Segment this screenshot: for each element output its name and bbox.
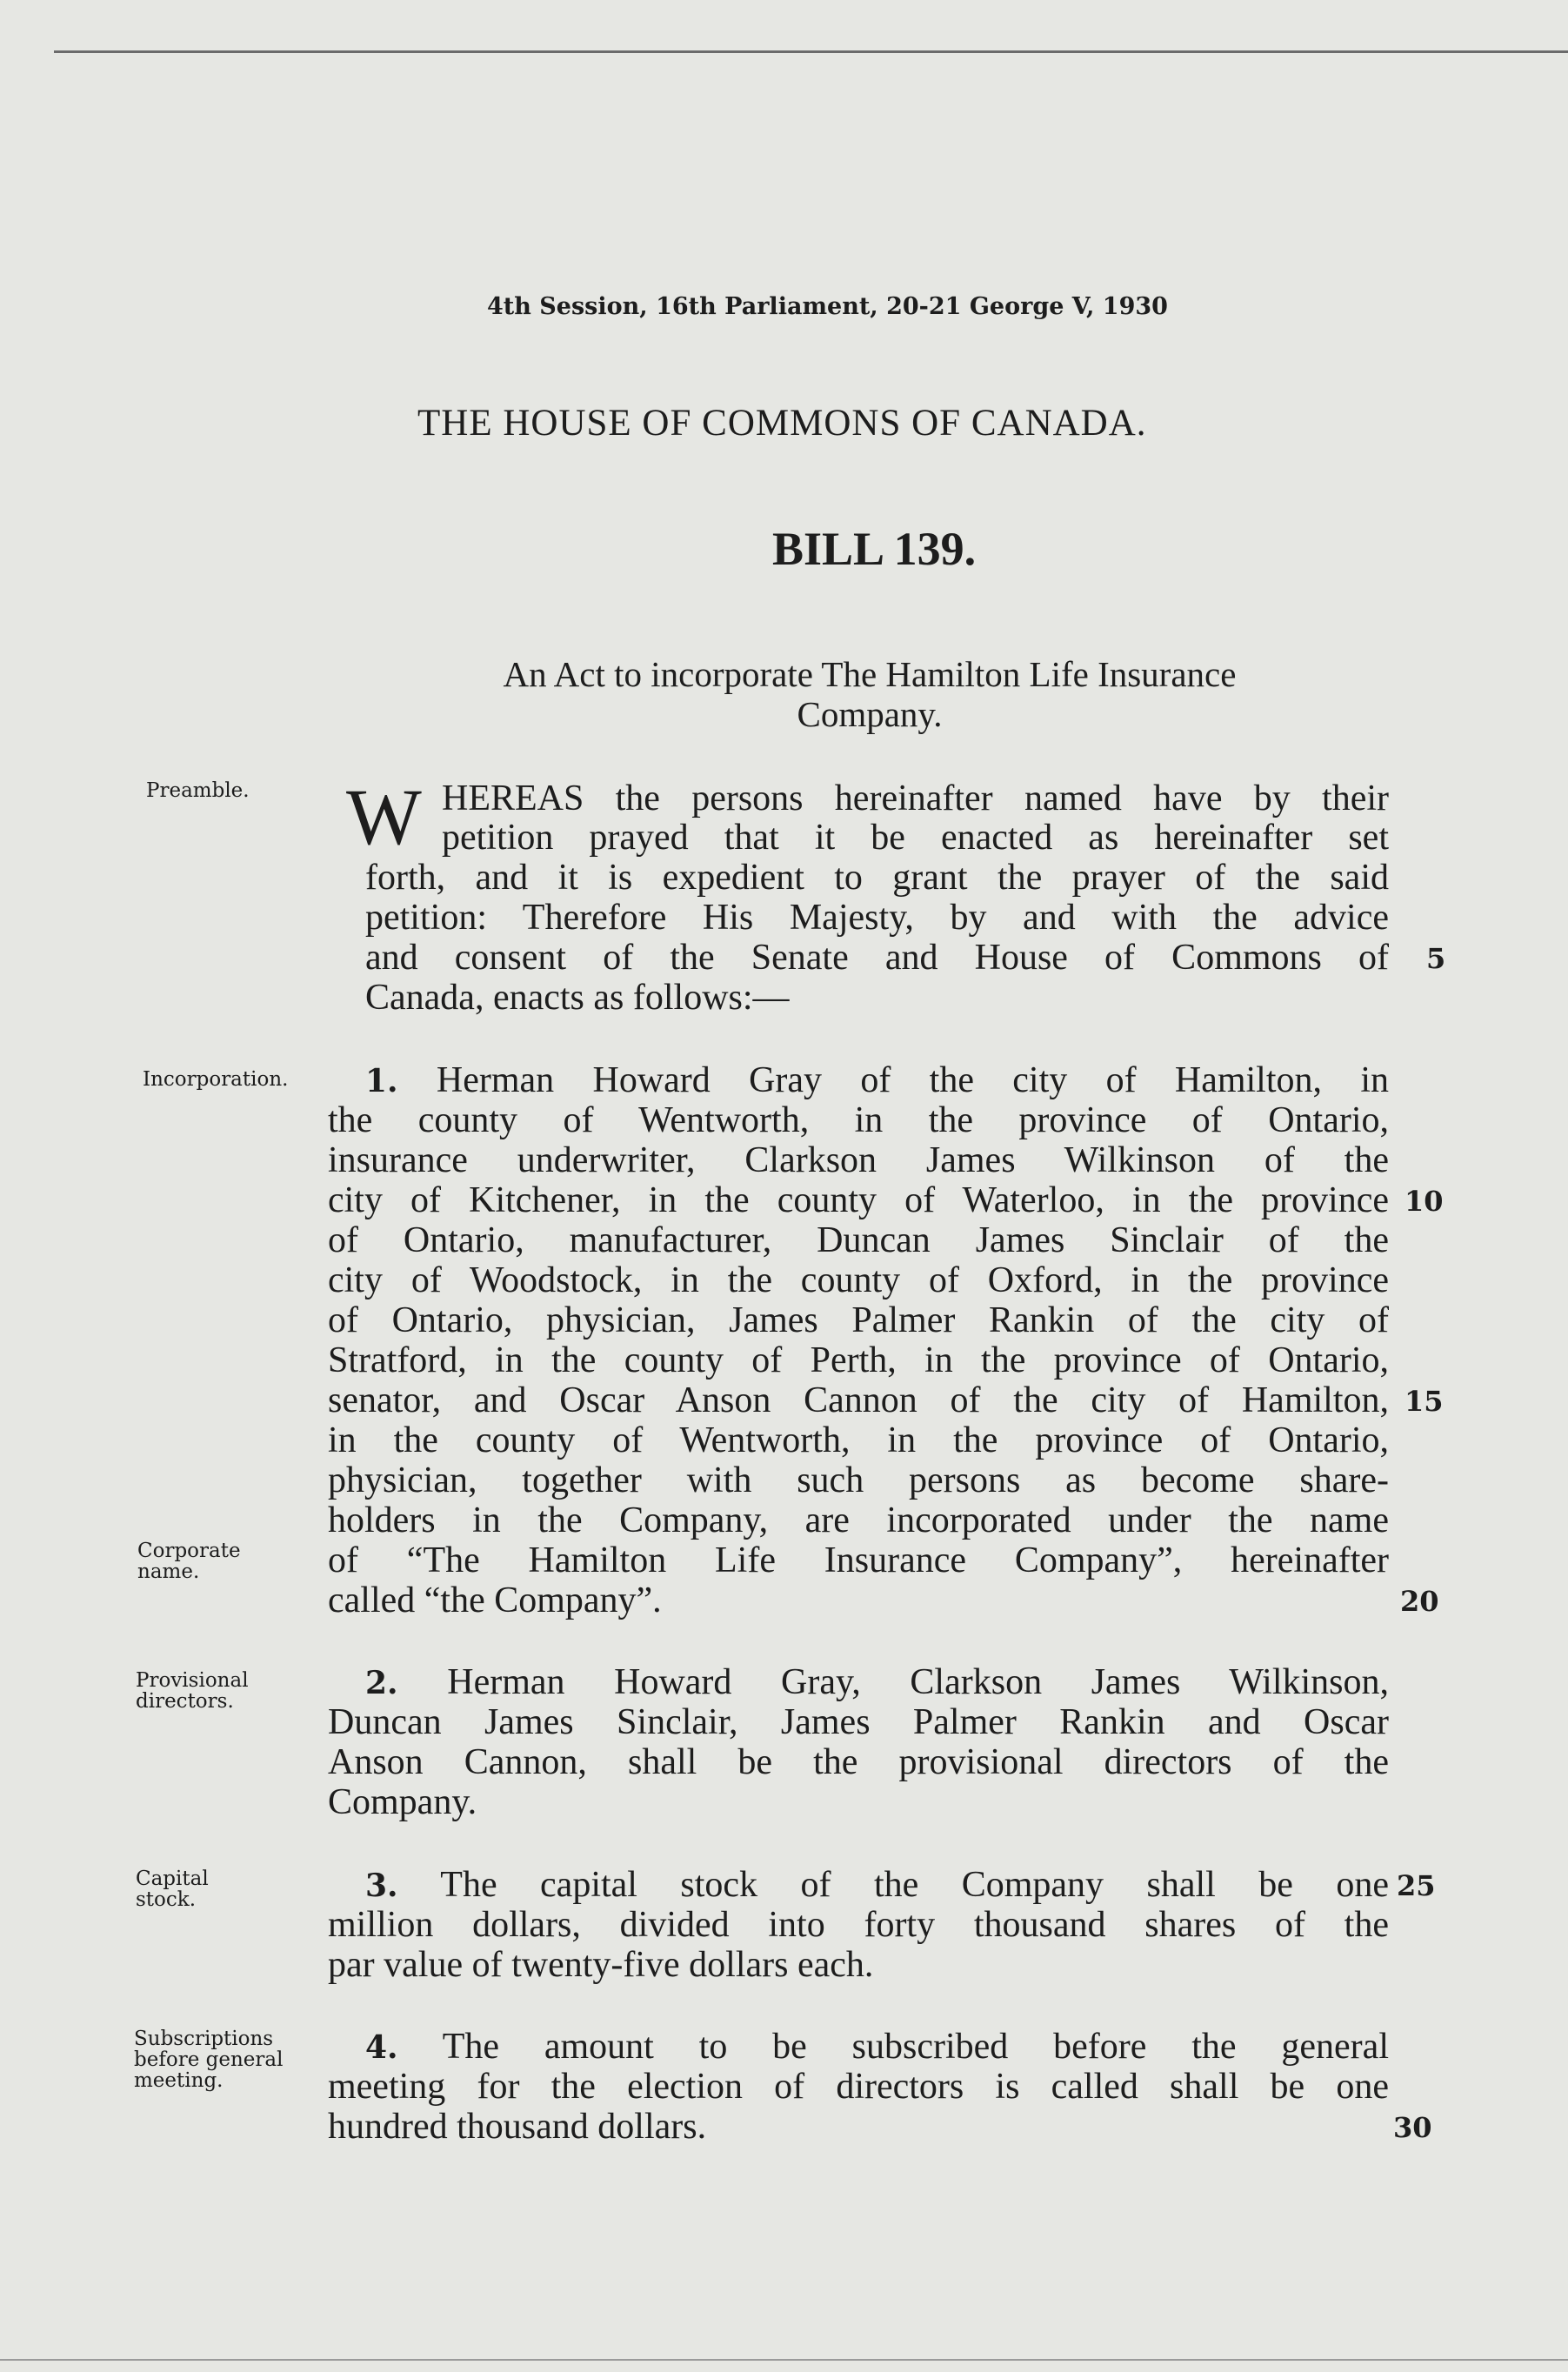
bill-number: BILL 139. [772, 523, 977, 575]
margin-note-subs-line-1: Subscriptions [134, 2028, 274, 2050]
preamble-line: Canada, enacts as follows:— [365, 978, 790, 1018]
house-heading: THE HOUSE OF COMMONS OF CANADA. [417, 403, 1147, 444]
margin-note-provisional-line-1: Provisional [136, 1669, 249, 1692]
preamble-line: forth, and it is expedient to grant the prayer of the said [365, 858, 1389, 898]
section-4-line: hundred thousand dollars. [328, 2107, 707, 2147]
section-2-number: 2. [365, 1665, 398, 1701]
section-1-number: 1. [365, 1063, 398, 1099]
preamble-line: petition: Therefore His Majesty, by and with the advice [365, 898, 1389, 938]
margin-note-capital-line-2: stock. [136, 1888, 197, 1911]
margin-note-provisional-directors [136, 1670, 249, 1712]
margin-note-capital-stock [136, 1868, 209, 1910]
top-rule [54, 50, 1568, 53]
preamble-drop-cap: W [346, 772, 422, 861]
section-1-line: insurance underwriter, Clarkson James Wilkinson of the [328, 1140, 1389, 1180]
line-number: 20 [1400, 1585, 1439, 1618]
section-4-number: 4. [365, 2029, 398, 2066]
margin-note-preamble: Preamble. [146, 779, 250, 802]
section-2-text: Herman Howard Gray, Clarkson James Wilkinson, [447, 1662, 1390, 1702]
section-4-text: The amount to be subscribed before the general [442, 2027, 1389, 2067]
section-1-line: city of Kitchener, in the county of Waterloo, in the province [328, 1180, 1389, 1220]
line-number: 30 [1393, 2111, 1432, 2144]
section-1-line: of “The Hamilton Life Insurance Company”, hereinafter [328, 1540, 1389, 1580]
section-2-line: Anson Cannon, shall be the provisional directors of the [328, 1742, 1389, 1782]
section-1-line: physician, together with such persons as become share- [328, 1460, 1389, 1500]
line-number: 25 [1397, 1869, 1436, 1902]
section-1-line: senator, and Oscar Anson Cannon of the city of Hamilton, [328, 1380, 1389, 1420]
section-1-line [365, 1061, 1389, 1100]
preamble-line: HEREAS the persons hereinafter named have by their [442, 778, 1389, 819]
section-3-number: 3. [365, 1868, 398, 1904]
margin-note-provisional-line-2: directors. [136, 1690, 234, 1713]
margin-note-corporate-name [137, 1540, 241, 1582]
margin-note-subs-line-2: before general [134, 2048, 284, 2071]
line-number: 15 [1405, 1385, 1444, 1418]
margin-note-corporate-line-1: Corporate [137, 1540, 241, 1562]
section-1-line: Stratford, in the county of Perth, in the province of Ontario, [328, 1340, 1389, 1380]
bill-title-line-2: Company. [797, 694, 943, 734]
section-2-line: Company. [328, 1782, 477, 1822]
margin-note-incorporation: Incorporation. [143, 1068, 289, 1091]
section-1-line: called “the Company”. [328, 1580, 662, 1620]
bottom-rule [0, 2359, 1568, 2361]
section-1-line: of Ontario, manufacturer, Duncan James Sinclair of the [328, 1220, 1389, 1260]
section-1-line: of Ontario, physician, James Palmer Rankin of the city of [328, 1300, 1389, 1340]
margin-note-corporate-line-2: name. [137, 1560, 200, 1583]
line-number: 5 [1426, 942, 1446, 975]
line-number: 10 [1405, 1185, 1444, 1218]
section-4-line: meeting for the election of directors is called shall be one [328, 2067, 1389, 2107]
margin-note-subscriptions [134, 2028, 283, 2091]
bill-title-line-1: An Act to incorporate The Hamilton Life Insurance [503, 654, 1237, 694]
section-2-line [365, 1663, 1389, 1702]
section-3-line: million dollars, divided into forty thousand shares of the [328, 1905, 1389, 1945]
session-line: 4th Session, 16th Parliament, 20-21 George V, 1930 [487, 293, 1168, 320]
section-1-text: Herman Howard Gray of the city of Hamilton, in [436, 1060, 1389, 1100]
section-3-text: The capital stock of the Company shall be one [440, 1865, 1389, 1905]
section-3-line: par value of twenty-five dollars each. [328, 1945, 874, 1985]
section-1-line: holders in the Company, are incorporated under the name [328, 1500, 1389, 1540]
section-4-line [365, 2028, 1389, 2067]
section-3-line [365, 1866, 1389, 1905]
preamble-line: petition prayed that it be enacted as hereinafter set [442, 818, 1389, 858]
preamble-line: and consent of the Senate and House of Commons of [365, 938, 1389, 978]
section-2-line: Duncan James Sinclair, James Palmer Rankin and Oscar [328, 1702, 1389, 1742]
section-1-line: city of Woodstock, in the county of Oxford, in the province [328, 1260, 1389, 1300]
section-1-line: in the county of Wentworth, in the province of Ontario, [328, 1420, 1389, 1460]
margin-note-subs-line-3: meeting. [134, 2069, 224, 2092]
margin-note-capital-line-1: Capital [136, 1868, 209, 1890]
section-1-line: the county of Wentworth, in the province of Ontario, [328, 1100, 1389, 1140]
bill-title [374, 654, 1365, 734]
